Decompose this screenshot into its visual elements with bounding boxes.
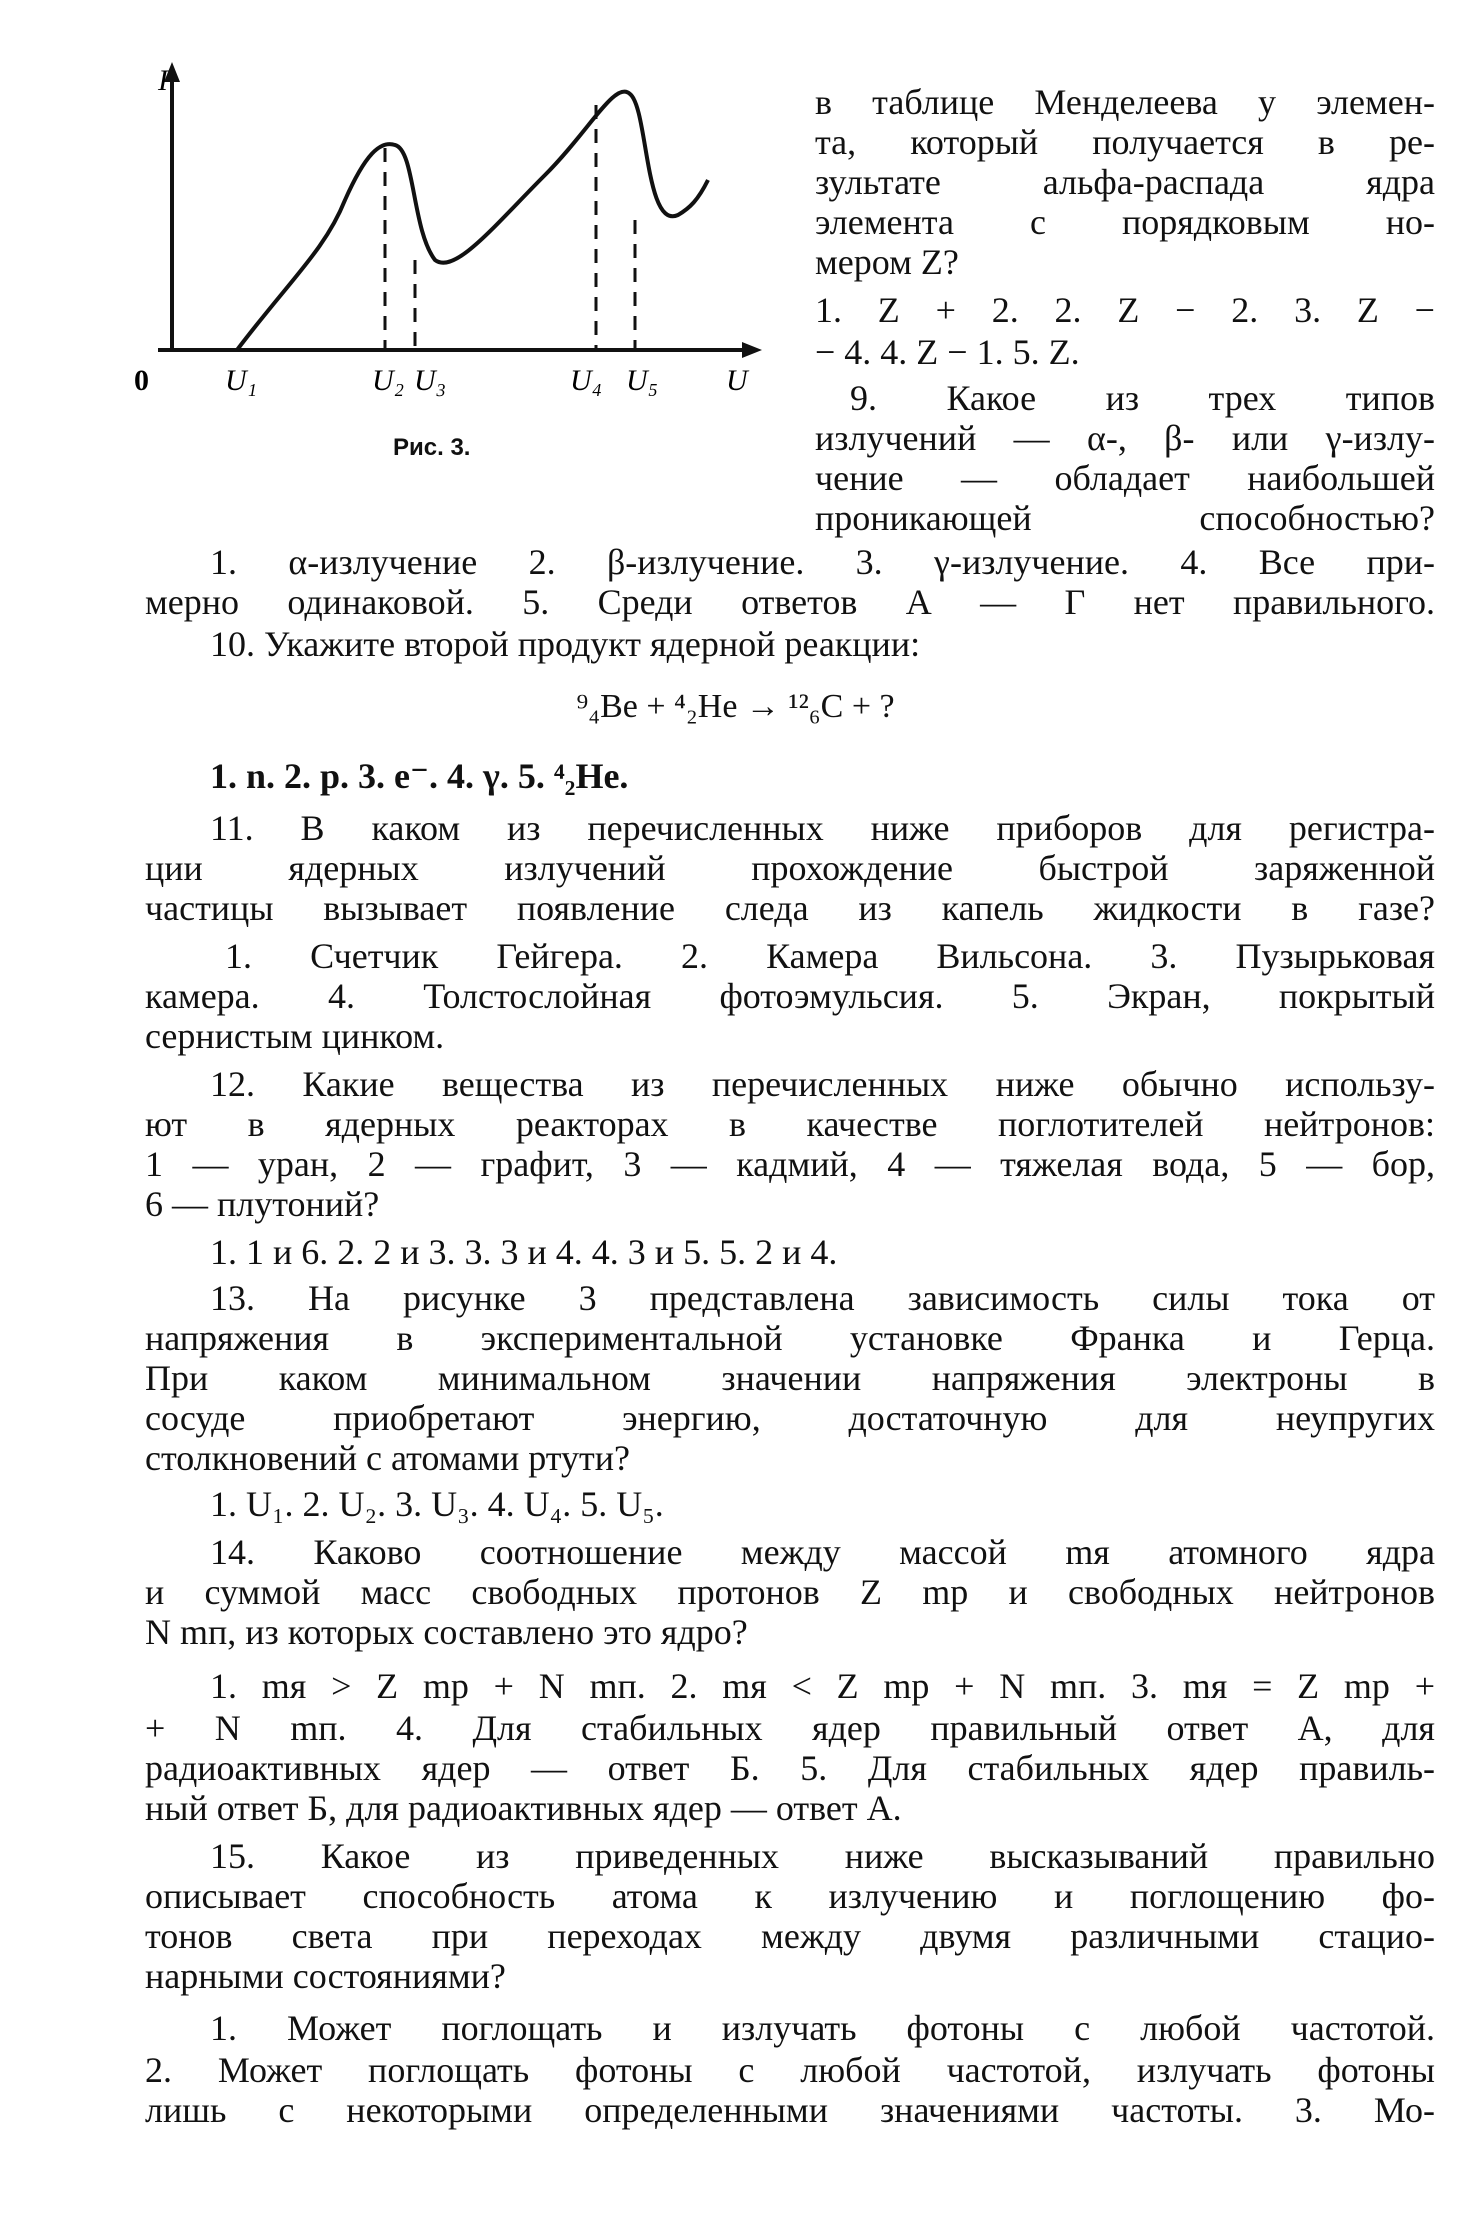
text-line: нарными состояниями? — [145, 1956, 506, 1996]
answer-line: камера. 4. Толстослойная фотоэмульсия. 5. Экран, покрытый — [145, 976, 1435, 1016]
origin-label: 0 — [134, 364, 149, 397]
question-11: 11. В каком из перечисленных ниже приборов для регистра- — [210, 808, 1435, 848]
answer-line: 1. mя > Z mр + N mп. 2. mя < Z mр + N mп. 3. mя = Z mр + — [210, 1666, 1435, 1706]
text-line: 1 — уран, 2 — графит, 3 — кадмий, 4 — тяжелая вода, 5 — бор, — [145, 1144, 1435, 1184]
figure-caption: Рис. 3. — [393, 434, 471, 461]
franck-hertz-graph — [130, 60, 770, 480]
answer-line: 1. n. 2. p. 3. e⁻. 4. γ. 5. ⁴₂He. — [210, 756, 629, 796]
question-13: 13. На рисунке 3 представлена зависимость силы тока от — [210, 1278, 1435, 1318]
text-line: напряжения в экспериментальной установке Франка и Герца. — [145, 1318, 1435, 1358]
nuclear-reaction-equation: ⁹₄Be + ⁴₂He → ¹²₆C + ? — [576, 688, 895, 725]
text-line: мером Z? — [815, 242, 959, 282]
text-line: проникающей способностью? — [815, 498, 1435, 538]
text-line: ции ядерных излучений прохождение быстрой заряженной — [145, 848, 1435, 888]
question-14: 14. Каково соотношение между массой mя атомного ядра — [210, 1532, 1435, 1572]
text-line: в таблице Менделеева у элемен- — [815, 82, 1435, 122]
answer-line: лишь с некоторыми определенными значениями частоты. 3. Мо- — [145, 2090, 1435, 2130]
tick-label-u5: U₅ — [626, 364, 659, 397]
answer-line: 1. 1 и 6. 2. 2 и 3. 3. 3 и 4. 4. 3 и 5. 5. 2 и 4. — [210, 1232, 838, 1272]
text-line: зультате альфа-распада ядра — [815, 162, 1435, 202]
tick-label-u2: U₂ — [372, 364, 405, 397]
text-line: N mп, из которых составлено это ядро? — [145, 1612, 748, 1652]
question-9: 9. Какое из трех типов — [850, 378, 1435, 418]
text-line: тонов света при переходах между двумя различными стацио- — [145, 1916, 1435, 1956]
tick-label-u4: U₄ — [570, 364, 603, 397]
answer-line: ный ответ Б, для радиоактивных ядер — ответ А. — [145, 1788, 902, 1828]
answer-line: сернистым цинком. — [145, 1016, 445, 1056]
x-axis-arrow — [742, 342, 762, 358]
answer-line: 1. U₁. 2. U₂. 3. U₃. 4. U₄. 5. U₅. — [210, 1484, 664, 1524]
question-10: 10. Укажите второй продукт ядерной реакции: — [210, 624, 921, 664]
answer-line: 2. Может поглощать фотоны с любой частотой, излучать фотоны — [145, 2050, 1435, 2090]
answer-line: мерно одинаковой. 5. Среди ответов А — Г нет правильного. — [145, 582, 1435, 622]
answer-line: радиоактивных ядер — ответ Б. 5. Для стабильных ядер правиль- — [145, 1748, 1435, 1788]
answer-line: 1. Z + 2. 2. Z − 2. 3. Z − — [815, 290, 1435, 330]
text-line: сосуде приобретают энергию, достаточную для неупругих — [145, 1398, 1435, 1438]
tick-label-u1: U₁ — [225, 364, 258, 397]
text-line: столкновений с атомами ртути? — [145, 1438, 630, 1478]
text-line: описывает способность атома к излучению и поглощению фо- — [145, 1876, 1435, 1916]
question-12: 12. Какие вещества из перечисленных ниже обычно использу- — [210, 1064, 1435, 1104]
answer-line: − 4. 4. Z − 1. 5. Z. — [815, 332, 1080, 372]
text-line: 6 — плутоний? — [145, 1184, 380, 1224]
text-line: та, который получается в ре- — [815, 122, 1435, 162]
text-line: элемента с порядковым но- — [815, 202, 1435, 242]
y-axis-label: I — [158, 64, 168, 97]
figure-3 — [130, 60, 770, 480]
text-line: частицы вызывает появление следа из капель жидкости в газе? — [145, 888, 1435, 928]
answer-line: 1. α-излучение 2. β-излучение. 3. γ-излучение. 4. Все при- — [210, 542, 1435, 582]
x-axis-label: U — [726, 364, 748, 397]
current-voltage-curve — [237, 92, 708, 350]
text-line: и суммой масс свободных протонов Z mр и свободных нейтронов — [145, 1572, 1435, 1612]
answer-line: + N mп. 4. Для стабильных ядер правильный ответ А, для — [145, 1708, 1435, 1748]
text-line: излучений — α-, β- или γ-излу- — [815, 418, 1435, 458]
text-line: ют в ядерных реакторах в качестве поглотителей нейтронов: — [145, 1104, 1435, 1144]
text-line: чение — обладает наибольшей — [815, 458, 1435, 498]
question-15: 15. Какое из приведенных ниже высказываний правильно — [210, 1836, 1435, 1876]
answer-line: 1. Счетчик Гейгера. 2. Камера Вильсона. 3. Пузырьковая — [225, 936, 1435, 976]
answer-line: 1. Может поглощать и излучать фотоны с любой частотой. — [210, 2008, 1435, 2048]
text-line: При каком минимальном значении напряжения электроны в — [145, 1358, 1435, 1398]
tick-label-u3: U₃ — [414, 364, 447, 397]
